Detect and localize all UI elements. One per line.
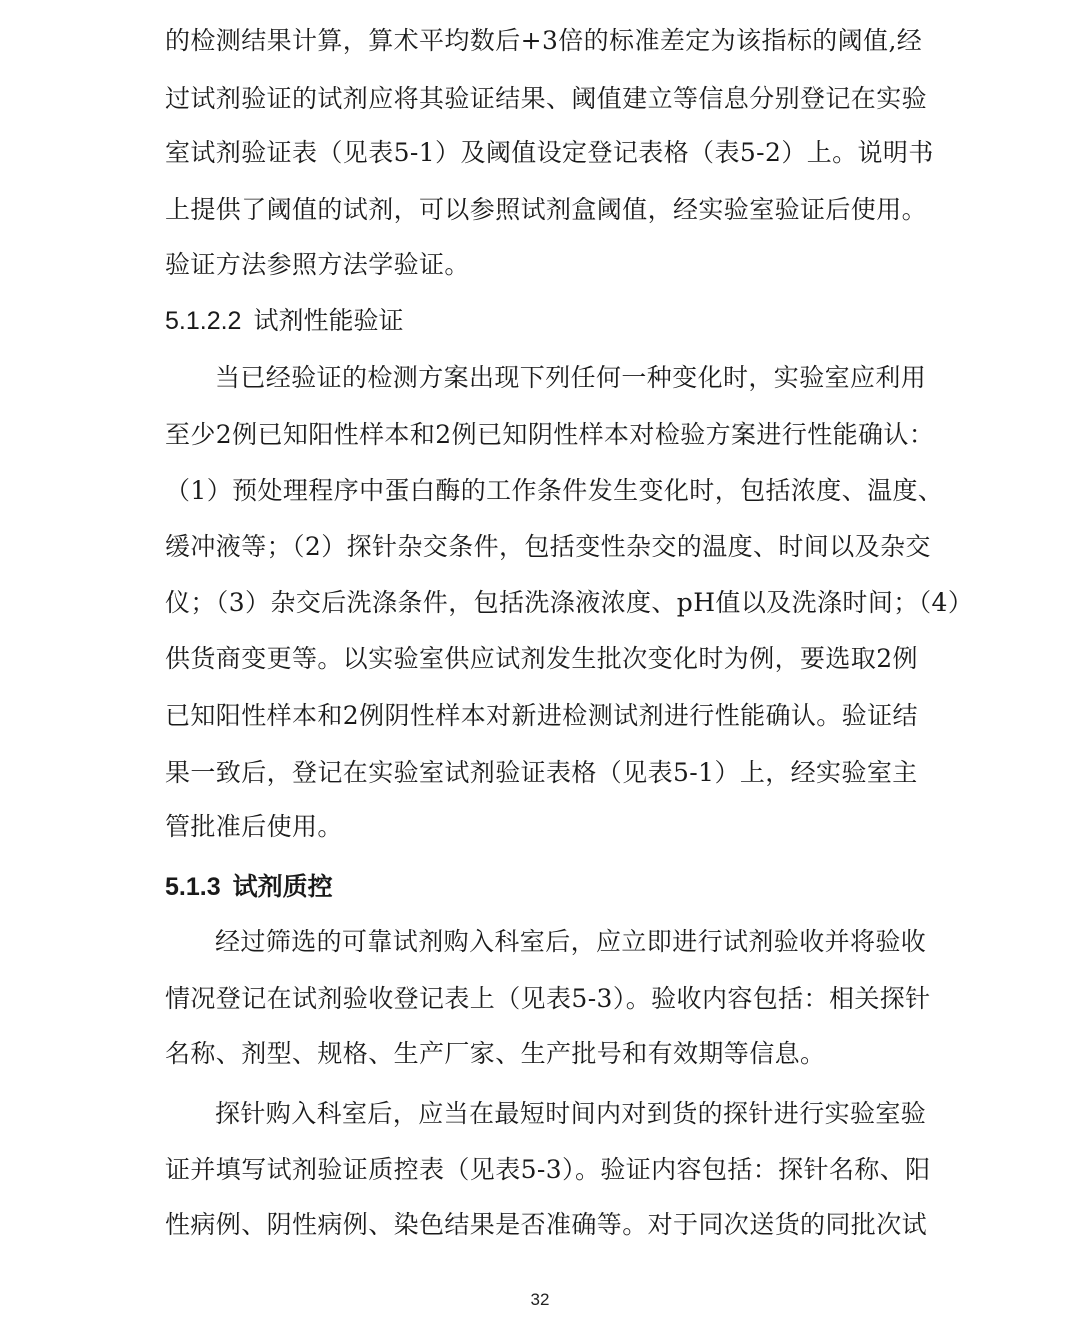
text-line: 缓冲液等；（2）探针杂交条件，包括变性杂交的温度、时间以及杂交 [165, 532, 931, 561]
text-line: 已知阳性样本和2例阴性样本对新进检测试剂进行性能确认。验证结 [165, 701, 918, 730]
text-line: 探针购入科室后，应当在最短时间内对到货的探针进行实验室验 [215, 1099, 927, 1128]
section-number: 5.1.2.2 [165, 307, 242, 335]
section-heading-5-1-3 [165, 870, 333, 904]
text-line: 至少2例已知阳性样本和2例已知阴性样本对检验方案进行性能确认： [165, 420, 935, 449]
page-number: 32 [530, 1290, 550, 1309]
text-line: 仪；（3）杂交后洗涤条件，包括洗涤液浓度、pH值以及洗涤时间；（4） [165, 588, 974, 617]
section-title: 试剂质控 [232, 872, 333, 901]
text-line: 上提供了阈值的试剂，可以参照试剂盒阈值，经实验室验证后使用。 [165, 195, 928, 224]
text-line: 室试剂验证表（见表5-1）及阈值设定登记表格（表5-2）上。说明书 [165, 138, 934, 167]
text-line: 验证方法参照方法学验证。 [165, 250, 470, 279]
text-line: （1）预处理程序中蛋白酶的工作条件发生变化时，包括浓度、温度、 [165, 476, 944, 505]
text-line: 管批准后使用。 [165, 812, 343, 841]
text-line: 过试剂验证的试剂应将其验证结果、阈值建立等信息分别登记在实验 [165, 84, 928, 113]
text-line: 的检测结果计算，算术平均数后+3倍的标准差定为该指标的阈值,经 [165, 26, 923, 55]
text-line: 果一致后，登记在实验室试剂验证表格（见表5-1）上，经实验室主 [165, 758, 918, 787]
section-number: 5.1.3 [165, 873, 221, 901]
text-line: 当已经验证的检测方案出现下列任何一种变化时，实验室应利用 [215, 363, 927, 392]
section-title: 试剂性能验证 [253, 306, 404, 335]
section-heading-5-1-2-2 [165, 304, 403, 338]
text-line: 供货商变更等。以实验室供应试剂发生批次变化时为例，要选取2例 [165, 644, 918, 673]
text-line: 情况登记在试剂验收登记表上（见表5-3）。验收内容包括：相关探针 [165, 984, 931, 1013]
text-line: 名称、剂型、规格、生产厂家、生产批号和有效期等信息。 [165, 1039, 826, 1068]
text-line: 经过筛选的可靠试剂购入科室后，应立即进行试剂验收并将验收 [215, 927, 927, 956]
text-line: 性病例、阴性病例、染色结果是否准确等。对于同次送货的同批次试 [165, 1210, 928, 1239]
text-line: 证并填写试剂验证质控表（见表5-3）。验证内容包括：探针名称、阳 [165, 1155, 931, 1184]
